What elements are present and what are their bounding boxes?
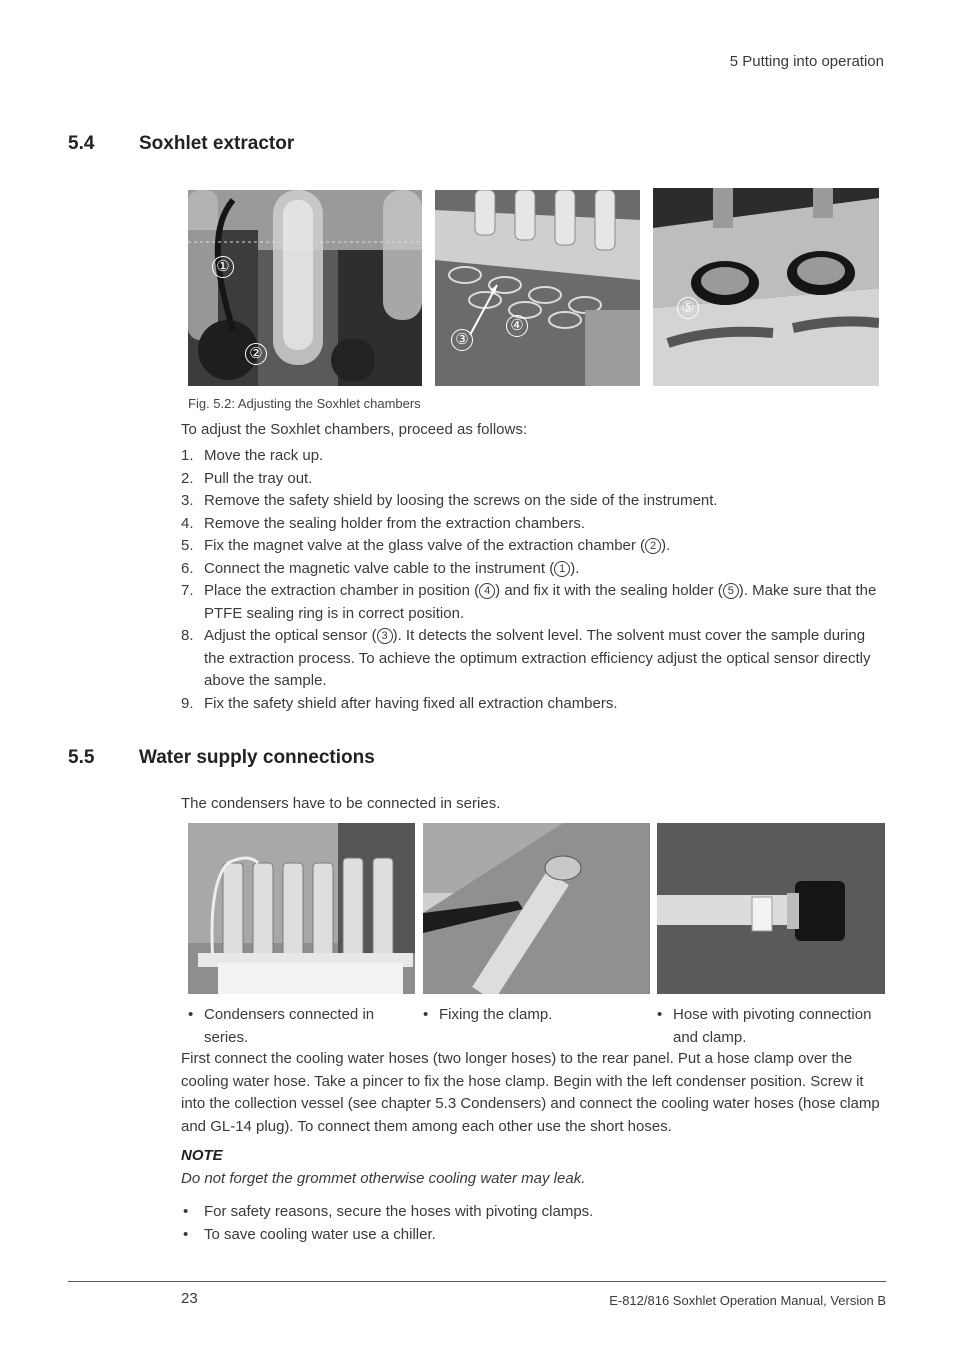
photo-sealing-holder xyxy=(653,188,879,386)
reference-number-circle: 1 xyxy=(554,561,570,577)
section-heading-5-4 xyxy=(68,133,294,155)
step-text: ). Make sure that the PTFE sealing ring is in correct position. xyxy=(204,582,877,622)
step-text: Fix the safety shield after having fixed all extraction chambers. xyxy=(204,694,618,712)
list-item: • For safety reasons, secure the hoses with pivoting clamps. xyxy=(183,1203,594,1220)
photo-soxhlet-chamber-valve xyxy=(188,190,422,386)
running-header: 5 Putting into operation xyxy=(729,53,884,70)
step-number: 7. xyxy=(181,582,194,599)
step-number: 3. xyxy=(181,492,194,509)
reference-number-circle: 4 xyxy=(479,583,495,599)
photo-caption-3: • Hose with pivoting connection and clamp. xyxy=(657,1006,872,1046)
step-number: 5. xyxy=(181,537,194,554)
callout-5: ⑤ xyxy=(677,297,699,319)
procedure-step xyxy=(181,490,886,513)
section-heading-5-5 xyxy=(68,747,375,769)
callout-4: ④ xyxy=(506,315,528,337)
figure-caption: Fig. 5.2: Adjusting the Soxhlet chambers xyxy=(188,396,421,411)
procedure-step xyxy=(181,558,886,581)
photo-condensers-series xyxy=(188,823,415,994)
step-number: 6. xyxy=(181,559,194,577)
procedure-step xyxy=(181,468,886,491)
reference-number-circle: 5 xyxy=(723,583,739,599)
step-text: Place the extraction chamber in position ( xyxy=(204,582,480,599)
callout-3: ③ xyxy=(451,329,473,351)
callout-2: ② xyxy=(245,343,267,365)
page-number: 23 xyxy=(181,1290,198,1307)
step-number: 4. xyxy=(181,514,194,532)
step-number: 9. xyxy=(181,694,194,712)
note-text: Do not forget the grommet otherwise cooling water may leak. xyxy=(181,1170,586,1187)
photo-fixing-clamp xyxy=(423,823,650,994)
step-text: Remove the safety shield by loosing the screws on the side of the instrument. xyxy=(204,492,718,509)
photo-hose-pivoting xyxy=(657,823,885,994)
procedure-step xyxy=(181,513,886,536)
step-text: ). xyxy=(570,559,580,577)
note-label: NOTE xyxy=(181,1147,223,1164)
section-number: 5.4 xyxy=(68,133,95,154)
procedure-step xyxy=(181,625,886,693)
footer-divider xyxy=(68,1281,886,1282)
step-text: ). xyxy=(661,537,671,554)
photo-caption-2: • Fixing the clamp. xyxy=(423,1006,553,1023)
footer-document-title: E-812/816 Soxhlet Operation Manual, Version B xyxy=(609,1293,886,1308)
reference-number-circle: 2 xyxy=(645,538,661,554)
step-text: Fix the magnet valve at the glass valve of the extraction chamber ( xyxy=(204,537,646,554)
body-paragraph: First connect the cooling water hoses (two longer hoses) to the rear panel. Put a hose clamp over the cooling water hose. Take a pincer to fix the hose clamp. Begin with the left condenser position. Screw it into the collection vessel (see chapter 5.3 Condensers) and connect the cooling water hoses (hose clamp and GL-14 plug). To connect them among each other use the short hoses. xyxy=(181,1050,880,1135)
photo-optical-sensor-tray xyxy=(435,190,640,386)
section-title: Soxhlet extractor xyxy=(139,133,295,154)
step-number: 8. xyxy=(181,627,194,644)
step-text: ). It detects the solvent level. The solvent must cover the sample during the extraction process. To achieve the optimum extraction efficiency adjust the optical sensor directly above the sample. xyxy=(204,627,871,689)
intro-text: To adjust the Soxhlet chambers, proceed as follows: xyxy=(181,421,528,438)
step-text: Remove the sealing holder from the extraction chambers. xyxy=(204,514,586,532)
step-text: Pull the tray out. xyxy=(204,469,313,487)
section-number: 5.5 xyxy=(68,747,95,768)
procedure-step xyxy=(181,693,886,716)
step-number: 1. xyxy=(181,447,194,464)
section-title: Water supply connections xyxy=(139,747,375,768)
step-text: ) and fix it with the sealing holder ( xyxy=(495,582,723,599)
series-text: The condensers have to be connected in series. xyxy=(181,795,501,812)
procedure-steps xyxy=(181,445,886,715)
list-item: • To save cooling water use a chiller. xyxy=(183,1226,436,1243)
step-number: 2. xyxy=(181,469,194,487)
safety-bullets xyxy=(181,1200,593,1246)
reference-number-circle: 3 xyxy=(377,628,393,644)
procedure-step xyxy=(181,580,886,625)
procedure-step xyxy=(181,535,886,558)
callout-1: ① xyxy=(212,256,234,278)
step-text: Move the rack up. xyxy=(204,447,324,464)
photo-caption-1: • Condensers connected in series. xyxy=(188,1006,375,1046)
step-text: Connect the magnetic valve cable to the instrument ( xyxy=(204,559,555,577)
procedure-step xyxy=(181,445,886,468)
step-text: Adjust the optical sensor ( xyxy=(204,627,377,644)
